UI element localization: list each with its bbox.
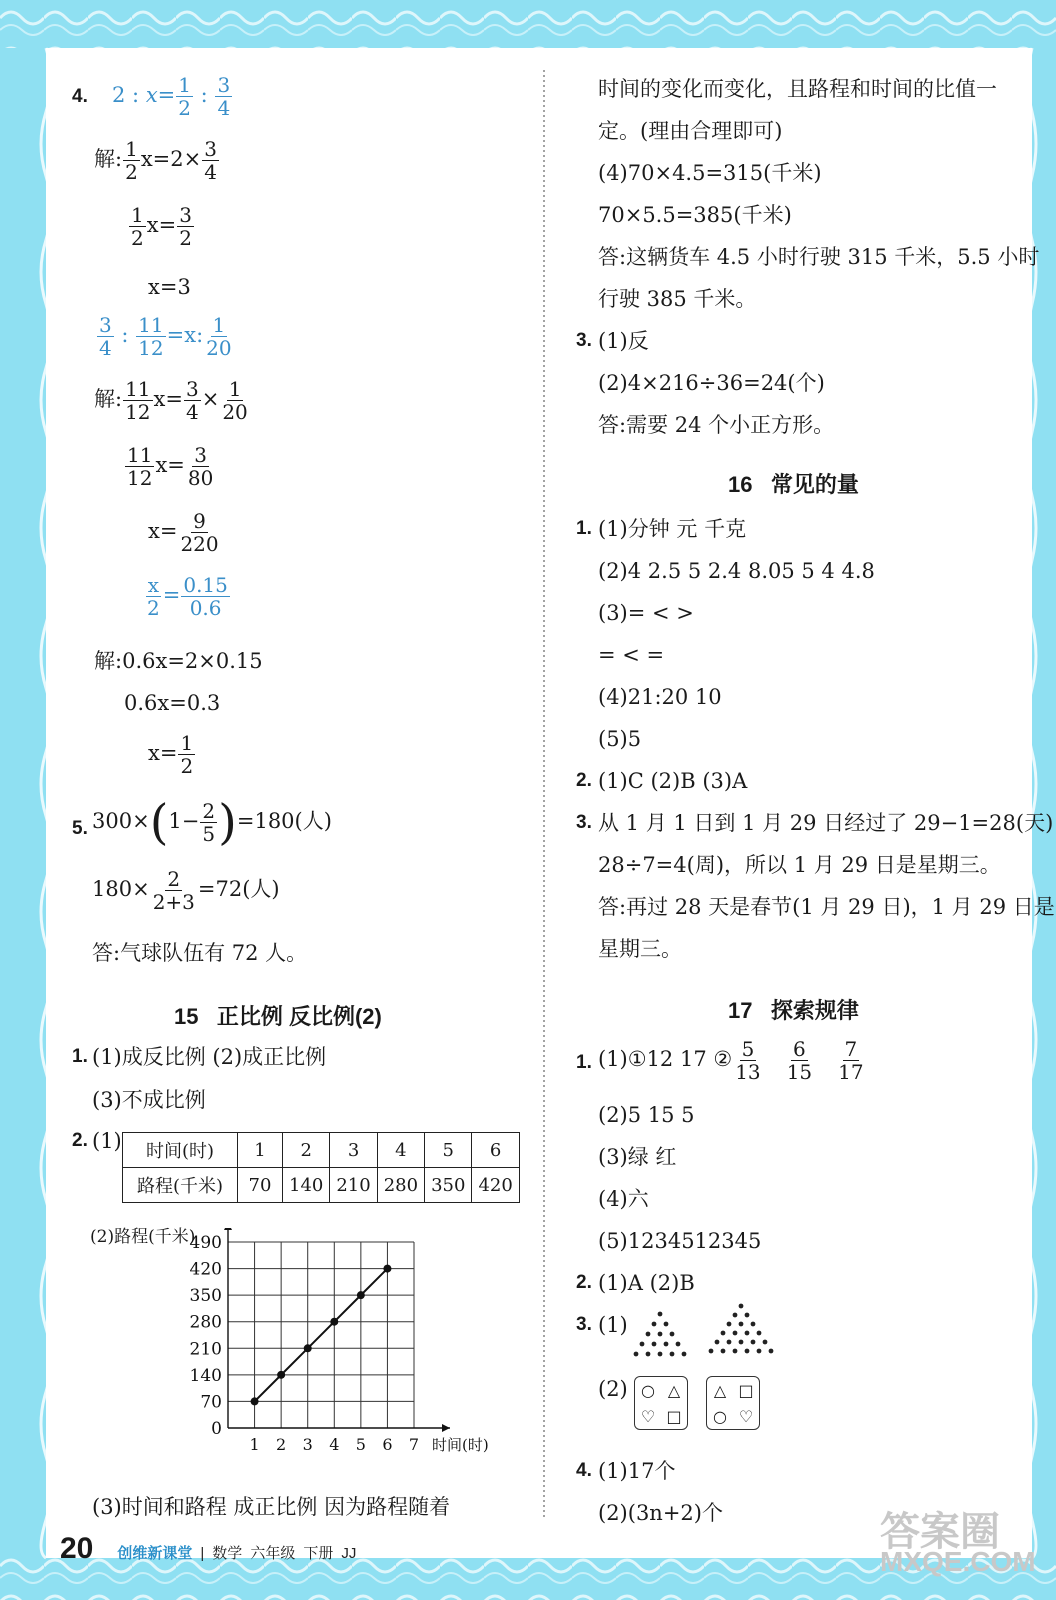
answer-line: (5)1234512345 (598, 1229, 762, 1253)
x-tick-label: 5 (355, 1435, 366, 1454)
equation: $\frac{3}{4}$ : $\frac{11}{12}$ =x: $\frac{1}{20}$ (99, 313, 232, 360)
answer-line: = < = (598, 643, 665, 667)
y-tick-label: 140 (189, 1365, 222, 1386)
answer-line: (4)70×4.5=315(千米) (598, 161, 822, 185)
x-tick-label: 2 (276, 1435, 287, 1454)
answer-line: 答:气球队伍有 72 人。 (92, 941, 308, 965)
answer-line: 70×5.5=385(千米) (598, 203, 792, 227)
answer-line: (1)A (2)B (598, 1271, 695, 1295)
shape-grid (706, 1376, 760, 1430)
solution-line: x= $\frac{9}{220}$ (148, 509, 219, 556)
solution-line: 0.6x=0.3 (124, 691, 221, 715)
x-axis-arrow (442, 1424, 450, 1432)
shape-icon: △ (667, 1380, 681, 1400)
answer-line: 时间的变化而变化，且路程和时间的比值一 (598, 77, 997, 101)
answer-line: (5)5 (598, 727, 642, 751)
x-tick-label: 3 (302, 1435, 313, 1454)
dot-triangle-icon (630, 1306, 690, 1360)
y-tick-label: 280 (189, 1312, 222, 1333)
sub-label: (2) (598, 1377, 628, 1401)
answer-line: 从 1 月 1 日到 1 月 29 日经过了 29−1=28(天) (598, 811, 1054, 835)
section-title: 15 正比例 反比例(2) (174, 1004, 382, 1029)
answer-line: (2)(3n+2)个 (598, 1501, 723, 1525)
page-footer (60, 1532, 356, 1566)
answer-line: (4)六 (598, 1187, 649, 1211)
question-number: 4. (72, 86, 88, 107)
table-cell: 6 (472, 1133, 519, 1168)
table-cell: 280 (377, 1168, 424, 1203)
answer-line: 定。(理由合理即可) (598, 119, 783, 143)
answer-line: (2)4×216÷36=24(个) (598, 371, 825, 395)
answer-line: (1)成反比例 (2)成正比例 (92, 1045, 327, 1069)
question-number: 2. (576, 1272, 592, 1293)
answer-line: 答:再过 28 天是春节(1 月 29 日)，1 月 29 日是 (598, 895, 1055, 919)
footer-edition: JJ (341, 1545, 357, 1562)
dot-triangle-icon (706, 1300, 776, 1360)
equation: $\frac{x}{2}$ = $\frac{0.15}{0.6}$ (147, 573, 228, 620)
answer-line: (3)= < > (598, 601, 694, 625)
sub-label: (1) (92, 1129, 122, 1153)
answer-line: (2)5 15 5 (598, 1103, 695, 1127)
answer-line: (4)21:20 10 (598, 685, 722, 709)
solution-line: 180× $\frac{2}{2+3}$ =72(人) (92, 867, 280, 914)
shape-icon: △ (713, 1380, 727, 1400)
answer-line: 28÷7=4(周)，所以 1 月 29 日是星期三。 (598, 853, 1001, 877)
solution-line: 解: $\frac{1}{2}$ x=2× $\frac{3}{4}$ (94, 137, 217, 184)
data-point (330, 1318, 338, 1326)
table-cell: 3 (330, 1133, 377, 1168)
question-number: 1. (72, 1046, 88, 1067)
table-cell: 70 (238, 1168, 283, 1203)
question-number: 2. (72, 1130, 88, 1151)
watermark-logo: 答案圈 (880, 1510, 1000, 1554)
data-point (277, 1371, 285, 1379)
line-chart (180, 1228, 520, 1478)
answer-line: (2)4 2.5 5 2.4 8.05 5 4 4.8 (598, 559, 875, 583)
shape-icon: ♡ (738, 1406, 754, 1426)
table-cell: 路程(千米) (123, 1168, 238, 1203)
y-tick-label: 70 (200, 1392, 222, 1413)
table-cell: 210 (330, 1168, 377, 1203)
section-title: 17 探索规律 (728, 998, 859, 1023)
answer-line: (1)反 (598, 329, 649, 353)
question-number: 5. (72, 818, 88, 839)
y-tick-label: 210 (189, 1339, 222, 1360)
shape-grid (634, 1376, 688, 1430)
shape-icon: □ (666, 1406, 682, 1426)
table-cell: 4 (377, 1133, 424, 1168)
answer-line: (1)分钟 元 千克 (598, 517, 747, 541)
answer-line: (3)时间和路程 成正比例 因为路程随着 (92, 1495, 451, 1519)
y-tick-label: 420 (189, 1259, 222, 1280)
answer-line: 答:需要 24 个小正方形。 (598, 413, 835, 437)
table-cell: 2 (283, 1133, 330, 1168)
footer-grade: 六年级 (250, 1545, 296, 1562)
watermark-url: MXQE.COM (880, 1546, 1036, 1577)
y-tick-label: 0 (211, 1419, 222, 1439)
solution-line: 解: $\frac{11}{12}$ x= $\frac{3}{4}$ × $\frac{1}{20}$ (94, 377, 248, 424)
table-cell: 140 (283, 1168, 330, 1203)
question-number: 3. (576, 330, 592, 351)
x-tick-label: 7 (408, 1435, 420, 1454)
page-number: 20 (60, 1532, 94, 1565)
sub-label: (2)路程(千米) (90, 1227, 196, 1247)
solution-line: 300×(1− $\frac{2}{5}$ )=180(人) (92, 794, 332, 851)
brand-name: 创维新课堂 (117, 1545, 193, 1562)
x-tick-label: 1 (249, 1435, 260, 1454)
question-number: 4. (576, 1460, 592, 1481)
shape-icon: □ (738, 1380, 754, 1400)
answer-line: (1)17个 (598, 1459, 676, 1483)
y-tick-label: 350 (189, 1286, 222, 1307)
answer-line: (3)绿 红 (598, 1145, 677, 1169)
solution-line: $\frac{11}{12}$ x= $\frac{3}{80}$ (127, 443, 214, 490)
question-number: 3. (576, 1314, 592, 1335)
question-number: 1. (576, 518, 592, 539)
answer-line: 行驶 385 千米。 (598, 287, 757, 311)
data-point (304, 1344, 312, 1352)
solution-line: 解:0.6x=2×0.15 (94, 649, 263, 673)
answer-line: (1)C (2)B (3)A (598, 769, 748, 793)
data-point (383, 1265, 391, 1273)
shape-icon: ○ (713, 1406, 727, 1426)
x-tick-label: 6 (382, 1435, 393, 1454)
table-cell: 时间(时) (123, 1133, 238, 1168)
answer-line: (3)不成比例 (92, 1088, 206, 1112)
x-axis-label: 时间(时) (432, 1436, 489, 1454)
question-number: 3. (576, 812, 592, 833)
sub-label: (1) (598, 1313, 628, 1337)
answer-line: 星期三。 (598, 937, 682, 961)
footer-separator: | (200, 1545, 205, 1562)
table-cell: 350 (425, 1168, 472, 1203)
equation: 2 : x= $\frac{1}{2}$ : $\frac{3}{4}$ (112, 73, 231, 120)
data-table (122, 1132, 520, 1203)
table-row (123, 1168, 520, 1203)
solution-line: x= $\frac{1}{2}$ (148, 731, 194, 778)
data-point (357, 1291, 365, 1299)
series-line (255, 1269, 388, 1402)
section-title: 16 常见的量 (728, 472, 859, 497)
y-axis-arrow (224, 1228, 232, 1230)
data-point (251, 1397, 259, 1405)
question-number: 1. (576, 1052, 592, 1073)
shape-icon: ○ (641, 1380, 655, 1400)
solution-line: $\frac{1}{2}$ x= $\frac{3}{2}$ (131, 203, 192, 250)
answer-line: 答:这辆货车 4.5 小时行驶 315 千米，5.5 小时 (598, 245, 1040, 269)
x-tick-label: 4 (329, 1435, 340, 1454)
y-tick-label: 490 (189, 1233, 222, 1253)
footer-term: 下册 (303, 1545, 334, 1562)
table-row (123, 1133, 520, 1168)
table-cell: 1 (238, 1133, 283, 1168)
question-number: 2. (576, 770, 592, 791)
answer-line: (1)①12 17 ② $\frac{5}{13}$ $\frac{6}{15}$ $\frac{7}{17}$ (598, 1037, 864, 1084)
table-cell: 5 (425, 1133, 472, 1168)
solution-line: x=3 (148, 275, 191, 299)
table-cell: 420 (472, 1168, 519, 1203)
footer-subject: 数学 (212, 1545, 243, 1562)
shape-icon: ♡ (640, 1406, 656, 1426)
